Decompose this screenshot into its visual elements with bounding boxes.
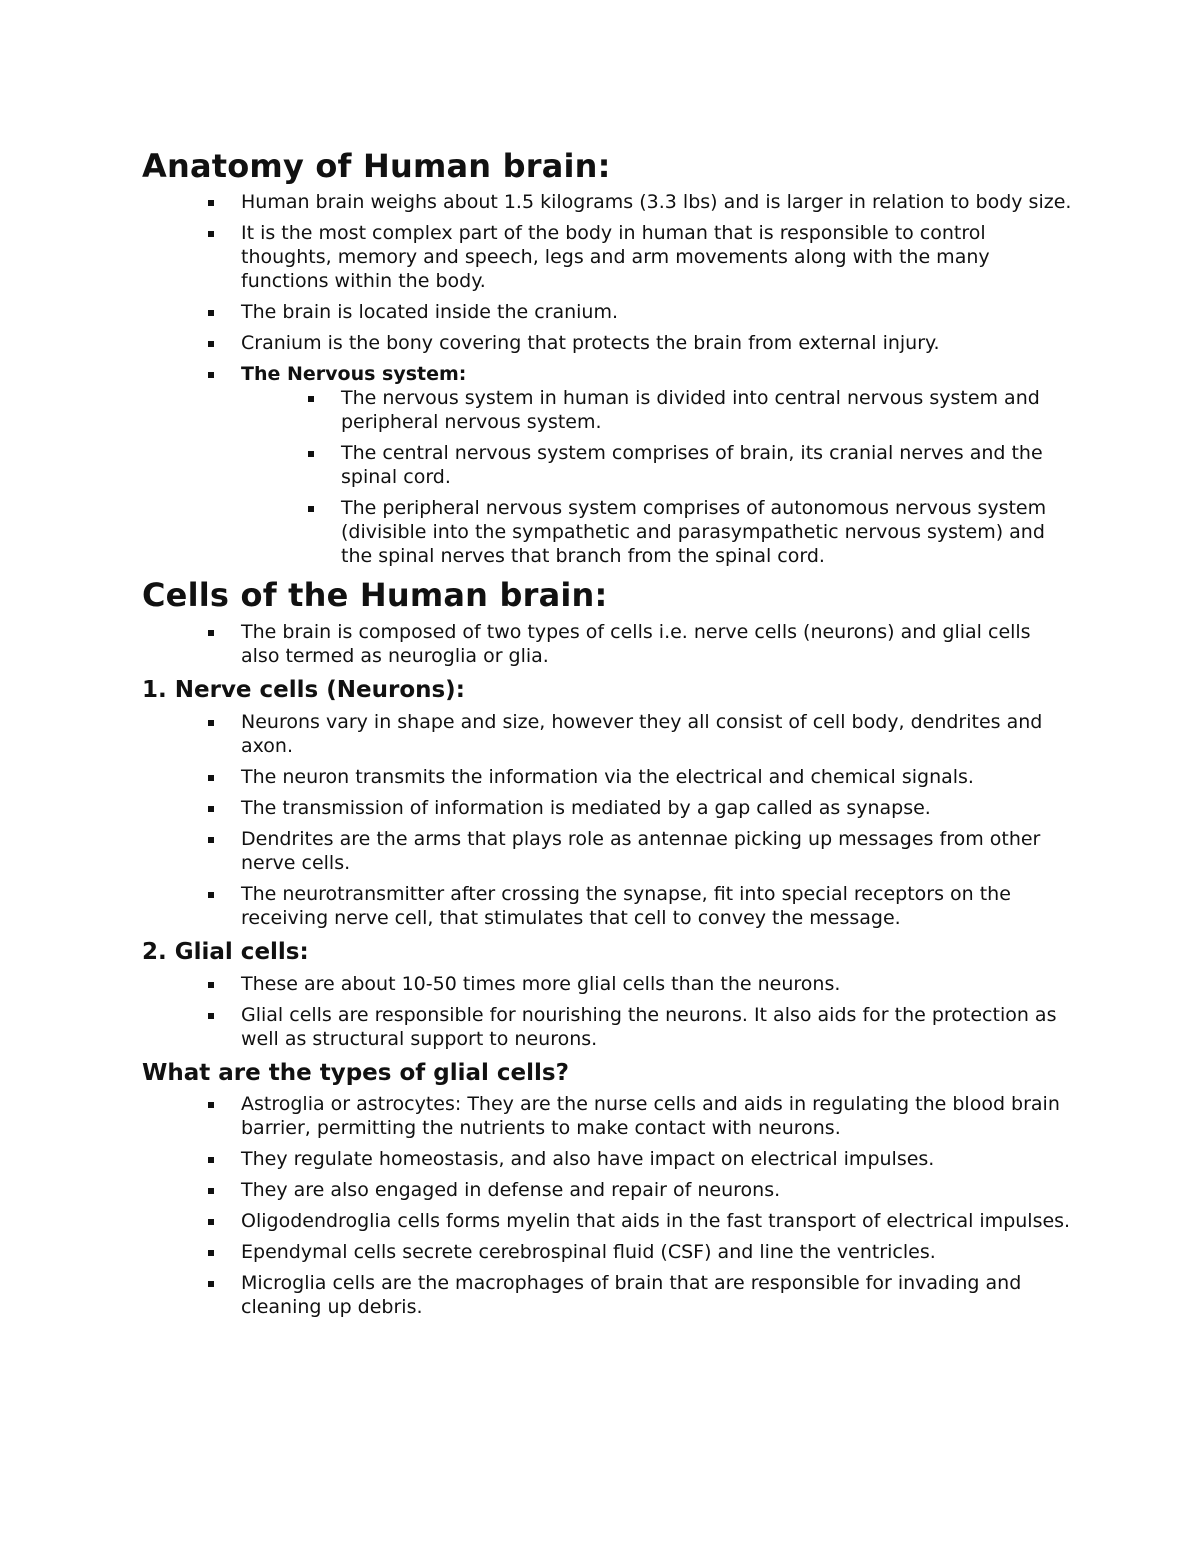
nervous-system-sublist: [142, 386, 1072, 568]
list-item: [142, 796, 1072, 820]
list-item-text: The central nervous system comprises of brain, its cranial nerves and the spinal cord.: [341, 442, 1043, 488]
list-item: [142, 190, 1072, 214]
heading-cells: Cells of the Human brain:: [142, 576, 608, 614]
sub-list-item: [142, 496, 1072, 568]
square-bullet-icon: [208, 892, 214, 898]
list-item-text: The brain is composed of two types of cells i.e. nerve cells (neurons) and glial cells also termed as neuroglia or glia.: [241, 621, 1031, 667]
square-bullet-icon: [208, 1102, 214, 1108]
list-item: [142, 972, 1072, 996]
list-item-text: The neurotransmitter after crossing the synapse, fit into special receptors on the receiving nerve cell, that stimulates that cell to convey the message.: [241, 883, 1011, 929]
list-item: [142, 1178, 1072, 1202]
square-bullet-icon: [208, 231, 214, 237]
list-item: [142, 1092, 1072, 1140]
square-bullet-icon: [208, 630, 214, 636]
list-item-text: Dendrites are the arms that plays role as antennae picking up messages from other nerve cells.: [241, 828, 1041, 874]
list-item-text: The transmission of information is mediated by a gap called as synapse.: [241, 797, 931, 819]
square-bullet-icon: [208, 982, 214, 988]
square-bullet-icon: [208, 1188, 214, 1194]
document-body: [142, 146, 1072, 1326]
heading-glial-cells: 2. Glial cells:: [142, 939, 309, 965]
list-item: [142, 221, 1072, 293]
list-item: [142, 620, 1072, 668]
list-item: [142, 1240, 1072, 1264]
list-item-text: They are also engaged in defense and repair of neurons.: [241, 1179, 781, 1201]
list-item-text: They regulate homeostasis, and also have impact on electrical impulses.: [241, 1148, 935, 1170]
square-bullet-icon: [208, 837, 214, 843]
nerve-cells-list: [142, 710, 1072, 930]
list-item-text: The neuron transmits the information via the electrical and chemical signals.: [241, 766, 974, 788]
square-bullet-icon: [208, 775, 214, 781]
list-item-text: Microglia cells are the macrophages of brain that are responsible for invading and cleaning up debris.: [241, 1272, 1022, 1318]
square-bullet-icon: [208, 720, 214, 726]
anatomy-list: [142, 190, 1072, 386]
square-bullet-icon: [208, 200, 214, 206]
square-bullet-icon: [308, 506, 314, 512]
nervous-system-label: The Nervous system:: [241, 363, 467, 385]
list-item-text: Ependymal cells secrete cerebrospinal fluid (CSF) and line the ventricles.: [241, 1241, 936, 1263]
square-bullet-icon: [308, 396, 314, 402]
list-item: [142, 710, 1072, 758]
square-bullet-icon: [208, 1013, 214, 1019]
square-bullet-icon: [208, 1250, 214, 1256]
list-item: [142, 1209, 1072, 1233]
square-bullet-icon: [308, 451, 314, 457]
list-item: [142, 1271, 1072, 1319]
sub-list-item: [142, 386, 1072, 434]
list-item-text: The peripheral nervous system comprises of autonomous nervous system (divisible into the sympathetic and parasympathetic nervous system) and the spinal nerves that branch from the spinal cord.: [341, 497, 1047, 567]
list-item-text: The nervous system in human is divided into central nervous system and peripheral nervous system.: [341, 387, 1040, 433]
list-item: [142, 300, 1072, 324]
glial-cells-list: [142, 972, 1072, 1051]
heading-anatomy: Anatomy of Human brain:: [142, 147, 611, 185]
square-bullet-icon: [208, 372, 214, 378]
list-item-text: Neurons vary in shape and size, however they all consist of cell body, dendrites and axon.: [241, 711, 1043, 757]
list-item: [142, 331, 1072, 355]
square-bullet-icon: [208, 310, 214, 316]
list-item-text: These are about 10-50 times more glial cells than the neurons.: [241, 973, 841, 995]
list-item-nervous-system: [142, 362, 1072, 386]
list-item: [142, 827, 1072, 875]
sub-list-item: [142, 441, 1072, 489]
list-item: [142, 882, 1072, 930]
square-bullet-icon: [208, 1157, 214, 1163]
list-item-text: Cranium is the bony covering that protects the brain from external injury.: [241, 332, 940, 354]
square-bullet-icon: [208, 341, 214, 347]
square-bullet-icon: [208, 1281, 214, 1287]
square-bullet-icon: [208, 806, 214, 812]
list-item-text: The brain is located inside the cranium.: [241, 301, 619, 323]
heading-glial-types: What are the types of glial cells?: [142, 1060, 569, 1086]
list-item: [142, 765, 1072, 789]
glial-types-list: [142, 1092, 1072, 1319]
heading-nerve-cells: 1. Nerve cells (Neurons):: [142, 677, 465, 703]
list-item-text: Astroglia or astrocytes: They are the nurse cells and aids in regulating the blood brain barrier, permitting the nutrients to make contact with neurons.: [241, 1093, 1060, 1139]
list-item-text: Human brain weighs about 1.5 kilograms (3.3 lbs) and is larger in relation to body size.: [241, 191, 1072, 213]
list-item-text: Oligodendroglia cells forms myelin that aids in the fast transport of electrical impulses.: [241, 1210, 1071, 1232]
cells-list: [142, 620, 1072, 668]
list-item-text: Glial cells are responsible for nourishing the neurons. It also aids for the protection as well as structural support to neurons.: [241, 1004, 1057, 1050]
list-item-text: It is the most complex part of the body in human that is responsible to control thoughts, memory and speech, legs and arm movements along with the many functions within the body.: [241, 222, 990, 292]
square-bullet-icon: [208, 1219, 214, 1225]
list-item: [142, 1147, 1072, 1171]
list-item: [142, 1003, 1072, 1051]
